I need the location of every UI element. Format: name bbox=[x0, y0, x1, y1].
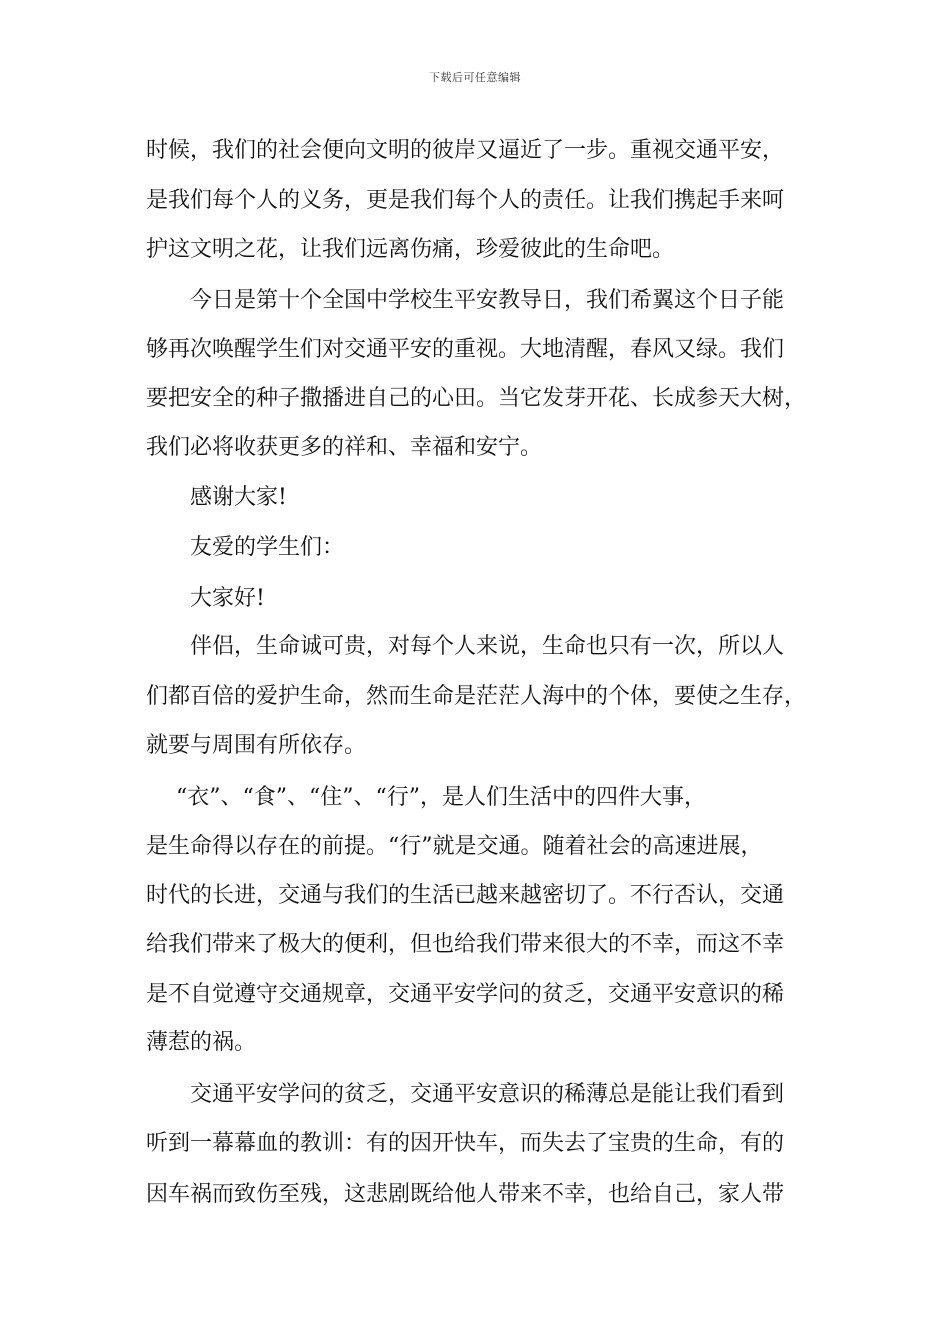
paragraph-first-line: 伴侣，生命诚可贵，对每个人来说，生命也只有一次，所以人 bbox=[190, 634, 785, 659]
paragraph-first-line: “衣”、“食”、“住”、“行”，是人们生活中的四件大事， bbox=[176, 785, 706, 810]
salutation-line: 友爱的学生们： bbox=[190, 535, 345, 560]
text-line: 要把安全的种子撒播进自己的心田。当它发芽开花、长成参天大树， bbox=[146, 386, 807, 411]
text-line: 薄惹的祸。 bbox=[146, 1030, 257, 1055]
text-line: 我们必将收获更多的祥和、幸福和安宁。 bbox=[146, 435, 543, 460]
text-line: 因车祸而致伤至残，这悲剧既给他人带来不幸，也给自己，家人带 bbox=[146, 1182, 785, 1207]
text-line: 给我们带来了极大的便利，但也给我们带来很大的不幸，而这不幸 bbox=[146, 932, 785, 957]
paragraph-first-line: 今日是第十个全国中学校生平安教导日，我们希翼这个日子能 bbox=[190, 288, 785, 313]
greeting-line: 大家好! bbox=[190, 586, 265, 611]
text-line: 听到一幕幕血的教训：有的因开快车，而失去了宝贵的生命，有的 bbox=[146, 1131, 785, 1156]
page-header: 下载后可任意编辑 bbox=[429, 71, 521, 84]
text-line: 是我们每个人的义务，更是我们每个人的责任。让我们携起手来呵 bbox=[146, 188, 785, 213]
text-line: 是不自觉遵守交通规章，交通平安学问的贫乏，交通平安意识的稀 bbox=[146, 982, 785, 1007]
text-line: 够再次唤醒学生们对交通平安的重视。大地清醒，春风又绿。我们 bbox=[146, 337, 785, 362]
text-line: 时候，我们的社会便向文明的彼岸又逼近了一步。重视交通平安， bbox=[146, 138, 785, 163]
thanks-line: 感谢大家! bbox=[190, 485, 287, 510]
text-line: 护这文明之花，让我们远离伤痛，珍爱彼此的生命吧。 bbox=[146, 237, 675, 262]
text-line: 是生命得以存在的前提。“行”就是交通。随着社会的高速进展， bbox=[146, 834, 763, 859]
text-line: 时代的长进，交通与我们的生活已越来越密切了。不行否认，交通 bbox=[146, 883, 785, 908]
text-line: 们都百倍的爱护生命，然而生命是茫茫人海中的个体，要使之生存， bbox=[146, 684, 807, 709]
paragraph-first-line: 交通平安学问的贫乏，交通平安意识的稀薄总是能让我们看到 bbox=[190, 1082, 785, 1107]
text-line: 就要与周围有所依存。 bbox=[146, 733, 367, 758]
